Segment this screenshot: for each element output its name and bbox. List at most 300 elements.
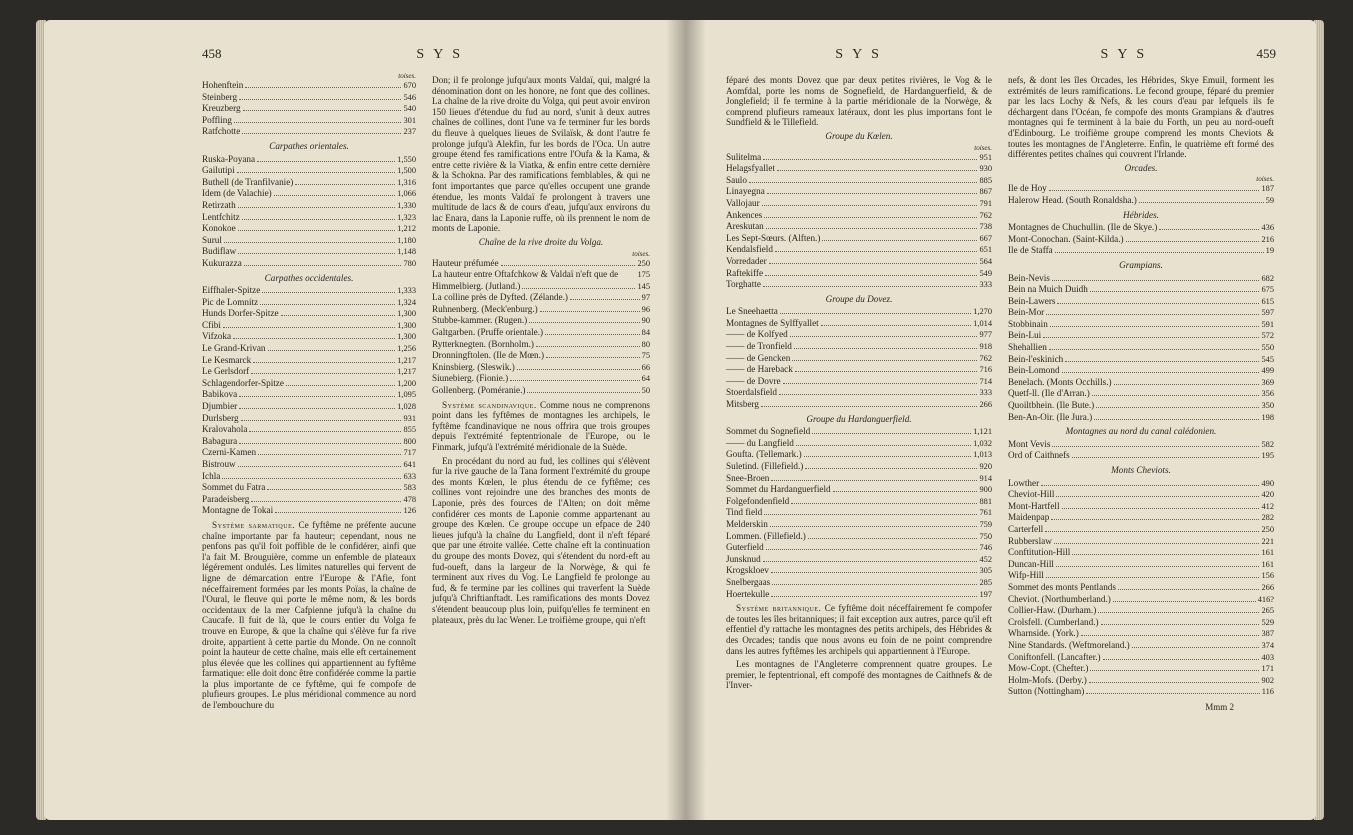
list-item bbox=[726, 461, 992, 473]
height-value: 675 bbox=[1261, 285, 1274, 295]
leader-dots bbox=[767, 193, 978, 194]
height-value: 583 bbox=[403, 483, 416, 493]
toises-label: toises. bbox=[632, 249, 650, 258]
height-value: 282 bbox=[1261, 513, 1274, 523]
list-item bbox=[726, 565, 992, 577]
mountain-name: —— de Gencken bbox=[726, 352, 791, 363]
height-value: 1,333 bbox=[397, 286, 416, 296]
list-item bbox=[1008, 284, 1274, 296]
list-item bbox=[432, 269, 650, 281]
signature-mark: Mmm 2 bbox=[1205, 701, 1234, 712]
mountain-name: Guterfield bbox=[726, 542, 764, 553]
running-title-right-a: S Y S bbox=[835, 47, 882, 62]
leader-dots bbox=[243, 110, 402, 111]
leader-dots bbox=[274, 195, 395, 196]
leader-dots bbox=[1065, 361, 1259, 362]
height-value: 881 bbox=[979, 496, 992, 506]
mountain-list bbox=[1008, 273, 1274, 424]
leader-dots bbox=[1086, 693, 1259, 694]
leader-dots bbox=[763, 561, 978, 562]
list-item bbox=[726, 318, 992, 330]
list-item bbox=[1008, 547, 1274, 559]
height-value: 1,550 bbox=[397, 154, 416, 164]
list-item bbox=[1008, 640, 1274, 652]
height-value: 126 bbox=[403, 506, 416, 516]
list-item bbox=[1008, 439, 1274, 451]
leader-dots bbox=[766, 549, 978, 550]
list-item bbox=[1008, 307, 1274, 319]
leader-dots bbox=[1072, 457, 1260, 458]
mountain-list bbox=[432, 281, 650, 397]
height-value: 197 bbox=[979, 589, 992, 599]
list-item bbox=[432, 339, 650, 351]
height-value: 187 bbox=[1261, 184, 1274, 194]
mountain-name: Hohenftein bbox=[202, 80, 244, 90]
mountain-list bbox=[1008, 183, 1274, 206]
list-item bbox=[432, 362, 650, 374]
body-paragraph: Les montagnes de l'Angleterre comprennent quatre groupes. Le premier, le feptentrional, eft compofé des montagnes de Caithnefs & de l'Inver- bbox=[726, 659, 992, 691]
section-heading: Chaîne de la rive droite du Volga. bbox=[478, 236, 604, 247]
leader-dots bbox=[239, 443, 401, 444]
mountain-name: Dronningftolen. (Ile de Mœn.) bbox=[432, 350, 545, 361]
leader-dots bbox=[527, 392, 639, 393]
list-item bbox=[202, 80, 416, 92]
left-page bbox=[44, 20, 686, 820]
height-value: 171 bbox=[1261, 664, 1274, 674]
list-item bbox=[1008, 559, 1274, 571]
list-item bbox=[202, 459, 416, 471]
mountain-name: Djumbier bbox=[202, 401, 238, 412]
list-item bbox=[202, 424, 416, 436]
mountain-list bbox=[202, 154, 416, 270]
height-value: 714 bbox=[979, 376, 992, 386]
paragraph-text: Comme nous ne comprenons point dans les fyftêmes de montagnes les archipels, le fyftême fcandinavique ne nous offrira que trois groupes depuis l'extrémité feptentrionale de l'Europe, ou le Finmark, jufqu'à l'extrémité méridionale de la Suède. bbox=[432, 399, 651, 452]
leader-dots bbox=[536, 346, 640, 347]
leader-dots bbox=[244, 265, 402, 266]
mountain-name: Lentfchitz bbox=[202, 211, 240, 222]
leader-dots bbox=[1051, 519, 1259, 520]
mountain-name: Mont Vevis bbox=[1008, 438, 1051, 449]
leader-dots bbox=[763, 286, 978, 287]
leader-dots bbox=[1101, 624, 1260, 625]
leader-dots bbox=[241, 420, 402, 421]
list-item bbox=[432, 373, 650, 385]
list-item bbox=[432, 304, 650, 316]
mountain-name: La colline près de Dyfted. (Zélande.) bbox=[432, 292, 568, 303]
list-item bbox=[1008, 400, 1274, 412]
list-item bbox=[1008, 501, 1274, 513]
height-value: 374 bbox=[1261, 640, 1274, 650]
mountain-name: Montagnes de Sylffyallet bbox=[726, 317, 819, 328]
mountain-name: Benelach. (Monts Occhills.) bbox=[1008, 376, 1112, 387]
height-value: 1,180 bbox=[397, 235, 416, 245]
mountain-name: Montagnes de Chuchullin. (Ile de Skye.) bbox=[1008, 222, 1158, 233]
height-value: 265 bbox=[1261, 606, 1274, 616]
list-item bbox=[726, 484, 992, 496]
paragraph-text: Ce fyftême doit néceffairement fe compofer de toutes les îles britanniques; il fait exception aux autres, parce qu'il eft effentiel d'y rattache les montagnes des petits archipels, des Hébrides & des Orcades; tandis que nous avons eu foin de ne point comprendre dans les autres fyftêmes les archipels qui appartiennent à l'Europe. bbox=[726, 603, 993, 656]
list-item bbox=[726, 233, 992, 245]
list-item bbox=[202, 126, 416, 138]
leader-dots bbox=[792, 360, 977, 361]
height-value: 84 bbox=[641, 328, 650, 338]
paragraph-lead: Système sarmatique. bbox=[212, 519, 296, 530]
mountain-list bbox=[1008, 222, 1274, 257]
mountain-name: Conftitution-Hill bbox=[1008, 547, 1071, 558]
mountain-name: Surul bbox=[202, 234, 222, 245]
mountain-name: Ratfchotte bbox=[202, 126, 241, 137]
leader-dots bbox=[238, 230, 395, 231]
mountain-name: Saulo bbox=[726, 174, 747, 185]
mountain-name: Bein-Nevis bbox=[1008, 272, 1050, 283]
leader-dots bbox=[238, 466, 402, 467]
height-value: 1,324 bbox=[397, 297, 416, 307]
page-number-right: 459 bbox=[1256, 46, 1276, 61]
height-value: 195 bbox=[1261, 451, 1274, 461]
mountain-name: Stoerdalsfield bbox=[726, 387, 778, 398]
mountain-name: Mow-Copt. (Chefter.) bbox=[1008, 663, 1089, 674]
leader-dots bbox=[1118, 589, 1259, 590]
mountain-name: Helagsfyallet bbox=[726, 163, 775, 174]
running-head-right bbox=[726, 46, 1276, 68]
list-item bbox=[726, 279, 992, 291]
height-value: 198 bbox=[1261, 412, 1274, 422]
leader-dots bbox=[1098, 612, 1259, 613]
mountain-name: Snelbergaas bbox=[726, 576, 771, 587]
height-value: 1,013 bbox=[973, 450, 992, 460]
leader-dots bbox=[295, 184, 395, 185]
height-value: 1,270 bbox=[973, 307, 992, 317]
mountain-name: Ord of Caithnefs bbox=[1008, 450, 1070, 461]
mountain-name: Babikova bbox=[202, 389, 238, 400]
running-title-left: S Y S bbox=[416, 47, 464, 62]
mountain-name: Junsknud bbox=[726, 553, 761, 564]
height-value: 914 bbox=[979, 473, 992, 483]
list-item bbox=[726, 438, 992, 450]
mountain-name: Cheviot-Hill bbox=[1008, 489, 1055, 500]
height-value: 885 bbox=[979, 175, 992, 185]
height-value: 1,095 bbox=[397, 390, 416, 400]
list-item bbox=[432, 385, 650, 397]
list-item bbox=[1008, 512, 1274, 524]
height-value: 1,032 bbox=[973, 438, 992, 448]
height-value: 436 bbox=[1261, 223, 1274, 233]
height-value: 96 bbox=[641, 304, 650, 314]
mountain-name: Maidenpap bbox=[1008, 512, 1050, 523]
height-value: 1,148 bbox=[397, 247, 416, 257]
height-value: 499 bbox=[1261, 366, 1274, 376]
height-value: 615 bbox=[1261, 296, 1274, 306]
height-value: 1,323 bbox=[397, 212, 416, 222]
list-item bbox=[726, 341, 992, 353]
leader-dots bbox=[1103, 659, 1260, 660]
mountain-list bbox=[1008, 439, 1274, 462]
leader-dots bbox=[239, 99, 401, 100]
height-value: 550 bbox=[1261, 343, 1274, 353]
page-number-left: 458 bbox=[202, 46, 222, 61]
list-item bbox=[1008, 686, 1274, 698]
height-value: 667 bbox=[979, 233, 992, 243]
height-value: 951 bbox=[979, 152, 992, 162]
mountain-name: Sommet des monts Pentlands bbox=[1008, 581, 1116, 592]
mountain-name: Goufta. (Tellemark.) bbox=[726, 449, 802, 460]
leader-dots bbox=[763, 159, 977, 160]
height-value: 66 bbox=[641, 362, 650, 372]
list-item bbox=[726, 473, 992, 485]
height-value: 738 bbox=[979, 222, 992, 232]
leader-dots bbox=[1090, 670, 1259, 671]
mountain-name: Snee-Broen bbox=[726, 472, 770, 483]
mountain-name: Hauteur préfumée bbox=[432, 257, 499, 268]
mountain-name: —— de Hareback bbox=[726, 364, 793, 375]
leader-dots bbox=[260, 304, 395, 305]
height-value: 682 bbox=[1261, 273, 1274, 283]
list-item bbox=[726, 496, 992, 508]
height-value: 333 bbox=[979, 388, 992, 398]
mountain-name: Wharnside. (York.) bbox=[1008, 628, 1079, 639]
list-item bbox=[1008, 536, 1274, 548]
mountain-name: Hoertekulle bbox=[726, 588, 770, 599]
mountain-name: Ruska-Poyana bbox=[202, 153, 256, 164]
mountain-name: —— du Langfield bbox=[726, 437, 794, 448]
leader-dots bbox=[257, 161, 395, 162]
leader-dots bbox=[251, 373, 395, 374]
right-page bbox=[686, 20, 1316, 820]
body-paragraph bbox=[432, 400, 650, 453]
list-item bbox=[1008, 582, 1274, 594]
list-item bbox=[1008, 652, 1274, 664]
list-item bbox=[1008, 450, 1274, 462]
list-item bbox=[1008, 388, 1274, 400]
mountain-name: Duncan-Hill bbox=[1008, 558, 1054, 569]
leader-dots bbox=[237, 172, 395, 173]
height-value: 97 bbox=[641, 293, 650, 303]
leader-dots bbox=[1113, 601, 1256, 602]
list-item bbox=[432, 350, 650, 362]
leader-dots bbox=[251, 501, 401, 502]
mountain-name: Konokoe bbox=[202, 223, 236, 234]
leader-dots bbox=[780, 313, 971, 314]
section-heading: Groupe du Hardanguerfield. bbox=[806, 413, 912, 424]
list-item bbox=[202, 188, 416, 200]
height-value: 250 bbox=[637, 258, 650, 268]
mountain-name: Pic de Lomnitz bbox=[202, 296, 259, 307]
list-item bbox=[726, 542, 992, 554]
height-value: 1,121 bbox=[973, 427, 992, 437]
mountain-name: Le Gerlsdorf bbox=[202, 366, 250, 377]
leader-dots bbox=[239, 396, 395, 397]
list-item bbox=[726, 210, 992, 222]
list-item bbox=[726, 152, 992, 164]
list-item bbox=[726, 531, 992, 543]
height-value: 549 bbox=[979, 268, 992, 278]
height-value: 161 bbox=[1261, 548, 1274, 558]
list-item bbox=[1008, 234, 1274, 246]
leader-dots bbox=[833, 491, 978, 492]
mountain-list bbox=[202, 80, 416, 138]
leader-dots bbox=[796, 445, 971, 446]
leader-dots bbox=[286, 385, 395, 386]
leader-dots bbox=[1132, 647, 1260, 648]
height-value: 64 bbox=[641, 374, 650, 384]
height-value: 145 bbox=[637, 281, 650, 291]
mountain-name: Collier-Haw. (Durham.) bbox=[1008, 605, 1097, 616]
mountain-name: Krogskloev bbox=[726, 565, 769, 576]
mountain-name: Ankences bbox=[726, 209, 763, 220]
list-item bbox=[1008, 377, 1274, 389]
running-head-left bbox=[202, 46, 658, 68]
list-item bbox=[202, 366, 416, 378]
mountain-name: Melderskin bbox=[726, 518, 768, 529]
leader-dots bbox=[777, 170, 977, 171]
height-value: 452 bbox=[979, 554, 992, 564]
mountain-name: Stobbinain bbox=[1008, 318, 1048, 329]
mountain-name: Bistrouw bbox=[202, 459, 236, 469]
height-value: 301 bbox=[403, 115, 416, 125]
toises-label: toises. bbox=[974, 143, 992, 152]
leader-dots bbox=[1041, 485, 1259, 486]
list-item bbox=[202, 103, 416, 115]
list-item bbox=[202, 223, 416, 235]
list-item bbox=[202, 471, 416, 483]
height-value: 59 bbox=[1265, 195, 1274, 205]
height-value: 750 bbox=[979, 531, 992, 541]
mountain-name: Schlagendorfer-Spitze bbox=[202, 377, 284, 388]
mountain-name: Kukurazza bbox=[202, 257, 242, 268]
mountain-name: Paradeisberg bbox=[202, 493, 250, 504]
mountain-name: Ruhnenberg. (Meck'enburg.) bbox=[432, 303, 538, 314]
mountain-name: Shehallien bbox=[1008, 342, 1047, 353]
section-heading: Orcades. bbox=[1124, 162, 1158, 173]
leader-dots bbox=[805, 468, 977, 469]
leader-dots bbox=[242, 219, 395, 220]
mountain-name: Retirzath bbox=[202, 199, 236, 210]
leader-dots bbox=[1081, 635, 1260, 636]
mountain-name: Cheviot. (Northumberland.) bbox=[1008, 593, 1111, 604]
height-value: 333 bbox=[979, 280, 992, 290]
mountain-name: Coniftonfell. (Lancafter.) bbox=[1008, 651, 1101, 662]
list-item bbox=[202, 246, 416, 258]
list-item bbox=[726, 221, 992, 233]
list-item bbox=[202, 343, 416, 355]
mountain-name: Le Kesmarck bbox=[202, 354, 252, 365]
leader-dots bbox=[772, 584, 977, 585]
height-value: 412 bbox=[1261, 501, 1274, 511]
leader-dots bbox=[770, 526, 978, 527]
toises-label: toises. bbox=[1256, 175, 1274, 184]
list-item bbox=[202, 258, 416, 270]
leader-dots bbox=[238, 253, 395, 254]
mountain-name: Lommen. (Fillefield.) bbox=[726, 530, 806, 541]
list-item bbox=[726, 198, 992, 210]
mountain-name: Bein-Mor bbox=[1008, 307, 1045, 318]
leader-dots bbox=[239, 408, 395, 409]
height-value: 545 bbox=[1261, 354, 1274, 364]
leader-dots bbox=[249, 431, 401, 432]
mountain-name: Areskutan bbox=[726, 221, 764, 232]
height-value: 900 bbox=[979, 485, 992, 495]
section-heading: Carpathes occidentales. bbox=[264, 272, 354, 283]
mountain-name: —— de Dovre bbox=[726, 375, 781, 386]
mountain-name: Kralovahola bbox=[202, 424, 248, 435]
leader-dots bbox=[791, 503, 977, 504]
height-value: 1,300 bbox=[397, 332, 416, 342]
list-item bbox=[202, 235, 416, 247]
mountain-name: Mitsberg bbox=[726, 399, 760, 410]
mountain-name: Czerni-Kamen bbox=[202, 447, 257, 458]
list-item bbox=[202, 378, 416, 390]
leader-dots bbox=[749, 182, 978, 183]
mountain-name: Stubbe-kammer. (Rugen.) bbox=[432, 315, 528, 326]
leader-dots bbox=[1062, 372, 1260, 373]
list-item bbox=[432, 292, 650, 304]
mountain-name: Sommet du Hardanguerfield bbox=[726, 484, 831, 495]
body-paragraph: En procédant du nord au fud, les collines qui s'élèvent fur la rive gauche de la Tana forment l'extrémité du groupe des monts Kœlen, le plus étendu de ce fyftême; ces collines vont rejoindre une des branches des monts de Laponie, près des fources de l'Alten; on doit même confidérer ces monts de Laponie comme appartenant au groupe des Kœlen. Ce groupe occupe un efpace de 240 lieues jufqu'à la chaîne du Langfield, dont il n'eft féparé que par une étroite vallée. Cette chaîne eft la continuation du groupe des monts Dovez, qui s'étendent du nord-eft au fud-oueft, dans la largeur de la Norwège, & qui fe terminent aux rives du Vog. Le Langfield fe prolonge au fud, & fe termine par les collines qui traverfent la Suède jufqu'à Chriftianftadt. Les ramifications des monts Dovez s'étendent beaucoup plus loin, puifqu'elles fe terminent en plateaux, près du lac Wener. Le troifième groupe, qui n'eft bbox=[432, 455, 650, 625]
leader-dots bbox=[1046, 314, 1259, 315]
list-item bbox=[1008, 183, 1274, 195]
leader-dots bbox=[238, 207, 395, 208]
height-value: 19 bbox=[1265, 246, 1274, 256]
leader-dots bbox=[1057, 303, 1259, 304]
list-item bbox=[202, 355, 416, 367]
list-item bbox=[1008, 319, 1274, 331]
height-value: 529 bbox=[1261, 617, 1274, 627]
height-value: 1,330 bbox=[397, 200, 416, 210]
mountain-name: Montagne de Tokai bbox=[202, 505, 274, 516]
leader-dots bbox=[804, 456, 972, 457]
leader-dots bbox=[765, 275, 977, 276]
section-heading: Groupe du Kœlen. bbox=[825, 130, 893, 141]
mountain-name: Eiffhaler-Spitze bbox=[202, 285, 261, 296]
mountain-name: Kreuzberg bbox=[202, 103, 241, 114]
list-item bbox=[1008, 570, 1274, 582]
mountain-name: Le Sneehaetta bbox=[726, 306, 778, 317]
height-value: 478 bbox=[403, 494, 416, 504]
list-item bbox=[1008, 222, 1274, 234]
list-item bbox=[202, 200, 416, 212]
height-value: 597 bbox=[1261, 308, 1274, 318]
height-value: 350 bbox=[1261, 401, 1274, 411]
height-value: 221 bbox=[1261, 536, 1274, 546]
list-item bbox=[1008, 617, 1274, 629]
leader-dots bbox=[1055, 252, 1264, 253]
leader-dots bbox=[794, 348, 978, 349]
leader-dots bbox=[242, 133, 401, 134]
mountain-name: Bein-Lomond bbox=[1008, 365, 1060, 376]
height-value: 1,066 bbox=[397, 189, 416, 199]
mountain-name: Mont-Hartfell bbox=[1008, 500, 1060, 511]
mountain-name: Budiflaw bbox=[202, 246, 237, 257]
list-item bbox=[202, 285, 416, 297]
list-item bbox=[1008, 605, 1274, 617]
toises-label: toises. bbox=[398, 72, 416, 80]
mountain-name: Bein-Lawers bbox=[1008, 295, 1056, 306]
mountain-name: Crolsfell. (Cumberland.) bbox=[1008, 616, 1099, 627]
list-item bbox=[1008, 412, 1274, 424]
height-value: 305 bbox=[979, 566, 992, 576]
mountain-name: Mont-Conochan. (Saint-Kilda.) bbox=[1008, 233, 1124, 244]
height-value: 1,300 bbox=[397, 309, 416, 319]
leader-dots bbox=[790, 336, 978, 337]
height-value: 759 bbox=[979, 519, 992, 529]
leader-dots bbox=[224, 242, 395, 243]
right-column-1 bbox=[726, 72, 992, 712]
list-item bbox=[202, 494, 416, 506]
mountain-name: Rytterknegten. (Bornholm.) bbox=[432, 338, 534, 349]
height-value: 641 bbox=[403, 460, 416, 469]
mountain-list bbox=[726, 152, 992, 291]
height-value: 156 bbox=[1261, 571, 1274, 581]
leader-dots bbox=[1043, 337, 1259, 338]
